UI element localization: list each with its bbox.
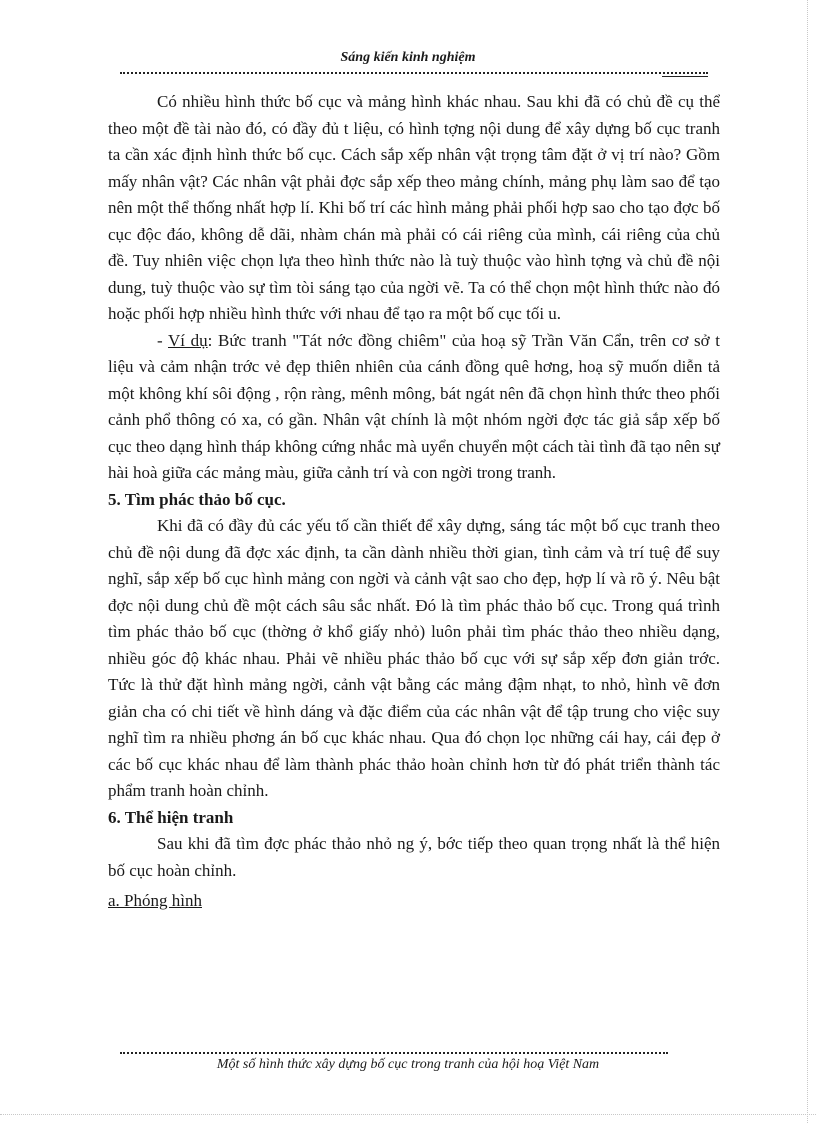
page-edge-right — [807, 0, 808, 1123]
page-header-title: Sáng kiến kinh nghiệm — [340, 50, 476, 65]
paragraph-sketch: Khi đã có đầy đủ các yếu tố cần thiết để xây dựng, sáng tác một bố cục tranh theo chủ đề nội dung đã đợc xác định, ta cần dành nhiều thời gian, tình cảm và trí tuệ để suy nghĩ, sắp xếp bố cục hình mảng con ngời và cảnh vật sao cho đẹp, hợp lí và rõ ý. Nêu bật đợc nội dung chủ đề một cách sâu sắc nhất. Đó là tìm phác thảo bố cục. Trong quá trình tìm phác thảo bố cục (thờng ở khổ giấy nhỏ) luôn phải tìm phác thảo theo nhiều dạng, nhiều góc độ khác nhau. Phải vẽ nhiều phác thảo bố cục với sự sắp xếp đơn giản trớc. Tức là thử đặt hình mảng ngời, cảnh vật bằng các mảng đậm nhạt, to nhỏ, hình vẽ đơn giản cha có chi tiết về hình dáng và đặc điểm của các nhân vật để tập trung cho việc suy nghĩ tìm ra nhiều phơng án bố cục khác nhau. Qua đó chọn lọc những cái hay, cái đẹp ở các bố cục khác nhau để làm thành phác thảo hoàn chỉnh hơn từ đó phát triển thành tác phẩm tranh hoàn chỉnh. — [108, 516, 720, 800]
footer-divider — [120, 1052, 668, 1054]
sub-heading-a: a. Phóng hình — [108, 891, 202, 910]
page-footer-text: Một số hình thức xây dựng bố cục trong tranh của hội hoạ Việt Nam — [216, 1057, 600, 1072]
paragraph-layout-forms: Có nhiều hình thức bố cục và mảng hình khác nhau. Sau khi đã có chủ đề cụ thể theo một đề tài nào đó, có đầy đủ t liệu, có hình tợng nội dung để xây dựng bố cục tranh ta cần xác định hình thức bố cục. Cách sắp xếp nhân vật trọng tâm đặt ở vị trí nào? Gồm mấy nhân vật? Các nhân vật phải đợc sắp xếp theo mảng chính, mảng phụ làm sao để tạo nên một thể thống nhất hợp lí. Khi bố trí các hình mảng phải phối hợp sao cho tạo đợc bố cục độc đáo, không dễ dãi, nhàm chán mà phải có cái riêng của mình, cái riêng của chủ đề. Tuy nhiên việc chọn lựa theo hình thức nào là tuỳ thuộc vào hình tợng và chủ đề nội dung, tuỳ thuộc vào sự tìm tòi sáng tạo của ngời vẽ. Ta có thể chọn một hình thức nào đó hoặc phối hợp nhiều hình thức với nhau để tạo ra một bố cục tối u. — [108, 92, 720, 323]
section-heading-5: 5. Tìm phác thảo bố cục. — [108, 489, 286, 509]
page-edge-bottom — [0, 1114, 816, 1115]
paragraph-render: Sau khi đã tìm đợc phác thảo nhỏ ng ý, bớc tiếp theo quan trọng nhất là thể hiện bố cục hoàn chỉnh. — [108, 834, 720, 880]
example-text: : Bức tranh "Tát nớc đồng chiêm" của hoạ sỹ Trần Văn Cẩn, trên cơ sở t liệu và cảm nhận trớc vẻ đẹp thiên nhiên của cánh đồng quê hơng, hoạ sỹ muốn diễn tả một không khí sôi động , rộn ràng, mênh mông, bát ngát nên đã chọn hình thức theo phối cảnh phổ thông có xa, có gần. Nhân vật chính là một nhóm ngời đợc tác giả sắp xếp bố cục theo dạng hình tháp không cứng nhắc mà uyển chuyển một cách tài tình đã tạo nên sự hài hoà giữa các mảng màu, giữa cảnh trí và con ngời trong tranh. — [108, 330, 721, 482]
paragraph-example — [108, 328, 720, 487]
header-divider — [120, 72, 708, 74]
example-prefix: - — [157, 330, 168, 350]
section-heading-6: 6. Thể hiện tranh — [108, 807, 234, 827]
example-label: Ví dụ — [168, 330, 208, 350]
document-body — [108, 89, 720, 915]
header-divider-end — [662, 76, 708, 77]
